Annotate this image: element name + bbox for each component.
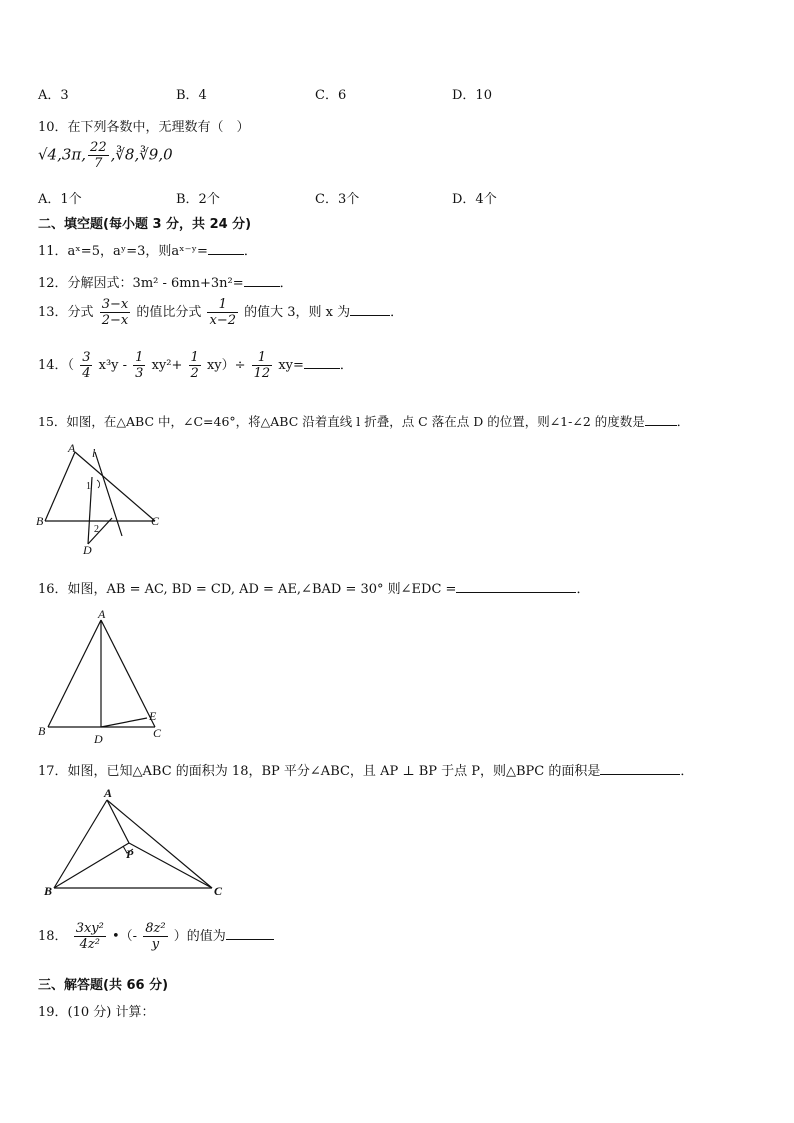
- fig15-label-l: l: [92, 446, 96, 460]
- fig16-label-b: B: [38, 724, 46, 738]
- q18: [38, 921, 274, 952]
- q12-text: 12．分解因式：3m² - 6mn+3n²=: [38, 276, 244, 291]
- fig17-label-b: B: [44, 884, 53, 898]
- q11-text: 11．aˣ=5，aʸ=3，则aˣ⁻ʸ=: [38, 244, 208, 259]
- q14-prefix: 14．（: [38, 358, 75, 373]
- q14-a-num: 3: [82, 350, 91, 365]
- fig15-label-d: D: [83, 543, 92, 557]
- q17: 17．如图，已知△ABC 的面积为 18，BP 平分∠ABC，且 AP ⊥ BP 于点 P，则△BPC 的面积是 ．: [38, 764, 694, 779]
- q9-options: [38, 84, 538, 103]
- q18-frac1-num: 3xy²: [75, 921, 104, 936]
- q13-middle: 的值比分式: [136, 305, 202, 320]
- fig15-label-c: C: [151, 514, 160, 528]
- q14-t3: xy）÷: [206, 358, 246, 373]
- q13-suffix: 的值大 3，则 x 为: [244, 305, 351, 320]
- section-3-heading: 三、解答题(共 66 分): [38, 978, 169, 993]
- q18-prefix: 18．: [38, 929, 68, 944]
- q13-frac1-num: 3−x: [101, 297, 129, 312]
- figure-15: [30, 440, 170, 560]
- fig15-label-2: 2: [94, 524, 99, 535]
- q18-suffix: ）的值为: [173, 929, 226, 944]
- q15-text: 15．如图，在△ABC 中，∠C=46°，将△ABC 沿着直线 l 折叠，点 C 落在点 D 的位置，则∠1-∠2 的度数是: [38, 414, 645, 429]
- q14-b-num: 1: [135, 350, 144, 365]
- q10-option-d: D．4个: [452, 192, 497, 207]
- q15: 15．如图，在△ABC 中，∠C=46°，将△ABC 沿着直线 l 折叠，点 C 落在点 D 的位置，则∠1-∠2 的度数是 ．: [38, 414, 690, 429]
- q14-d-num: 1: [252, 350, 273, 366]
- fig17-label-c: C: [214, 884, 223, 898]
- q18-dot: •（-: [112, 929, 138, 944]
- q14-t2: xy²+: [151, 358, 183, 373]
- figure-17: [36, 783, 236, 899]
- fig17-label-a: A: [104, 786, 113, 800]
- q16-text: 16．如图，AB = AC, BD = CD, AD = AE,∠BAD = 30° 则∠EDC =: [38, 582, 457, 597]
- q13: 13．分式 $\frac{3-x}{2-x}$ 的值比分式 $\frac{1}{x-2}$ 的值大 3，则 x 为 ．: [38, 297, 404, 328]
- figure-16: [30, 606, 180, 746]
- q10-option-b: B．2个: [176, 192, 220, 207]
- fig15-label-b: B: [36, 514, 44, 528]
- q13-frac1-den: 2−x: [101, 313, 129, 328]
- q14-t4: xy=: [278, 358, 304, 373]
- fig17-label-p: P: [126, 847, 134, 861]
- q10-stem: 10．在下列各数中，无理数有（ ）: [38, 120, 250, 135]
- fig16-label-e: E: [149, 709, 157, 723]
- q13-frac2-num: 1: [207, 297, 238, 313]
- q9-option-b: B．4: [176, 88, 207, 103]
- q14-b-den: 3: [135, 366, 144, 381]
- q14-d-den: 12: [253, 366, 271, 381]
- q11: 11．aˣ=5，aʸ=3，则aˣ⁻ʸ= ．: [38, 244, 257, 259]
- q9-option-d: D．10: [452, 88, 492, 103]
- q13-frac2-den: x−2: [209, 313, 236, 328]
- fig15-label-1: 1: [86, 481, 91, 492]
- fig16-label-a: A: [98, 607, 106, 621]
- fig16-label-c: C: [153, 726, 162, 740]
- q13-prefix: 13．分式: [38, 305, 94, 320]
- q14-c-den: 2: [190, 366, 199, 381]
- q14-a-den: 4: [82, 366, 91, 381]
- q18-frac2-den: y: [151, 937, 160, 952]
- q10-numbers: √4,3π, $\frac{22}{7}$ ,∛8,∛9,0: [38, 140, 173, 171]
- q10-options: [38, 188, 538, 207]
- fig15-label-a: A: [68, 441, 76, 455]
- section-2-heading: 二、填空题(每小题 3 分，共 24 分): [38, 217, 252, 232]
- q17-text: 17．如图，已知△ABC 的面积为 18，BP 平分∠ABC，且 AP ⊥ BP 于点 P，则△BPC 的面积是: [38, 764, 601, 779]
- q14-t1: x³y -: [98, 358, 128, 373]
- q9-option-c: C．6: [315, 88, 347, 103]
- q10-option-a: A．1个: [38, 192, 82, 207]
- q9-option-a: A．3: [38, 88, 69, 103]
- q14: 14．（ $\frac{3}{4}$ x³y - $\frac{1}{3}$ xy²+ $\frac{1}{2}$ xy）÷ $\frac{1}{12}$ xy= ．: [38, 350, 353, 381]
- q10-option-c: C．3个: [315, 192, 360, 207]
- q12: 12．分解因式：3m² - 6mn+3n²= ．: [38, 276, 293, 291]
- q18-frac1-den: 4z²: [79, 937, 100, 952]
- q18-frac2-num: 8z²: [145, 921, 166, 936]
- q19: 19．(10 分) 计算：: [38, 1005, 155, 1020]
- q16: 16．如图，AB = AC, BD = CD, AD = AE,∠BAD = 30° 则∠EDC = ．: [38, 582, 590, 597]
- q14-c-num: 1: [190, 350, 199, 365]
- fig16-label-d: D: [94, 732, 103, 746]
